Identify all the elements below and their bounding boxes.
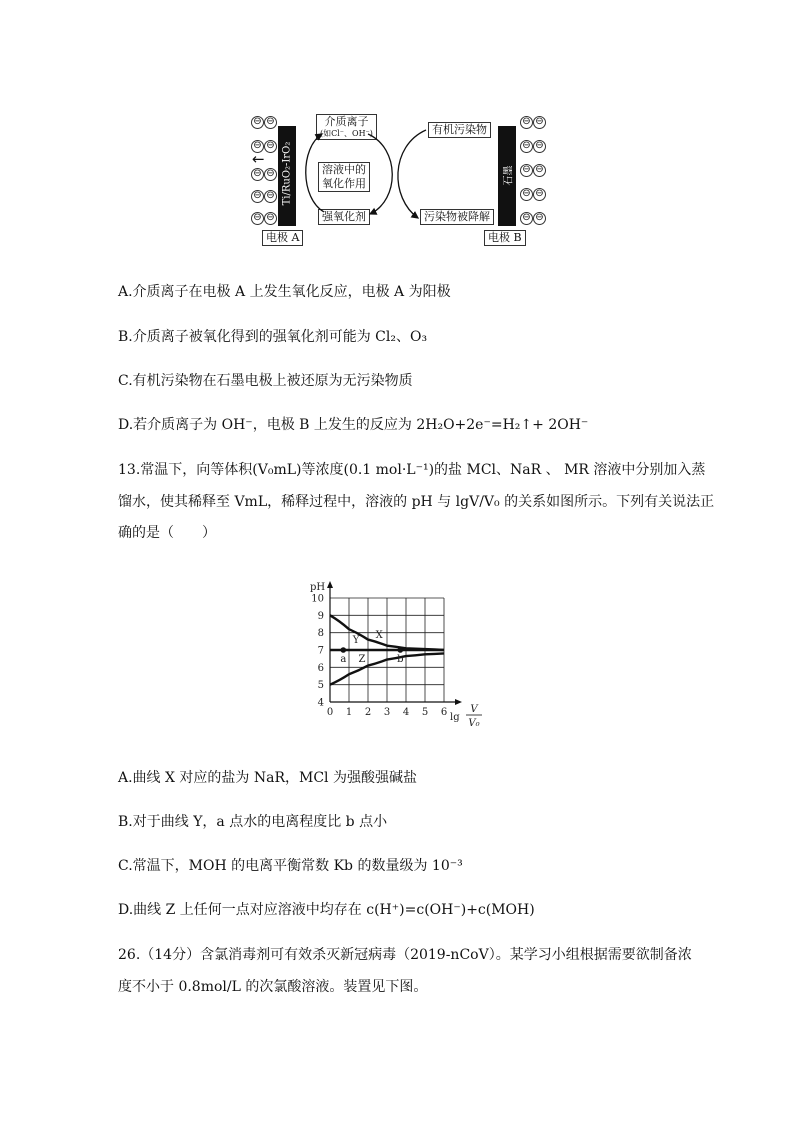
- q12-option-a: A.介质离子在电极 A 上发生氧化反应，电极 A 为阳极: [118, 284, 451, 300]
- charge-icon: ⊖: [533, 116, 546, 129]
- charge-icon: ⊖: [520, 116, 533, 129]
- x-tick-label: 1: [345, 707, 353, 718]
- strong-oxidant-box: 强氧化剂: [318, 209, 370, 225]
- q13-stem-line-1: 13.常温下，向等体积(V₀mL)等浓度(0.1 mol·L⁻¹)的盐 MCl、NaR 、 MR 溶液中分别加入蒸: [118, 462, 706, 478]
- x-tick-label: 0: [326, 707, 334, 718]
- electrode-a-material: Ti/RuO₂-IrO₂: [281, 141, 293, 206]
- charge-icon: ⊖: [251, 212, 264, 225]
- electrode-b-label: 电极 B: [484, 230, 526, 246]
- q26-line-1: 26.（14分）含氯消毒剂可有效杀灭新冠病毒（2019-nCoV）。某学习小组根据需要欲制备浓: [118, 947, 692, 963]
- charge-icon: ⊖: [264, 168, 277, 181]
- series-label-z: Z: [358, 654, 366, 666]
- charge-icon: ⊖: [533, 164, 546, 177]
- x-axis-label-numerator: V: [470, 704, 478, 715]
- charge-icon: ⊖: [520, 164, 533, 177]
- q12-option-b: B.介质离子被氧化得到的强氧化剂可能为 Cl₂、O₃: [118, 329, 428, 345]
- point-label-a: a: [340, 654, 347, 665]
- degrade-arrow: [398, 130, 426, 218]
- y-tick-label: 6: [317, 662, 324, 674]
- pollutant-degraded-box: 污染物被降解: [420, 209, 494, 225]
- series-label-y: Y: [352, 635, 360, 647]
- reduction-arrow: [306, 134, 324, 212]
- point-label-b: b: [397, 654, 404, 665]
- charge-icon: ⊖: [520, 140, 533, 153]
- y-tick-label: 4: [317, 697, 324, 709]
- electrode-a-label: 电极 A: [262, 230, 303, 246]
- point-a: [341, 647, 347, 653]
- y-axis-label: pH: [310, 582, 326, 593]
- charge-icon: ⊖: [264, 140, 277, 153]
- q13-stem-line-3: 确的是（ ）: [118, 525, 216, 541]
- y-tick-label: 8: [317, 628, 324, 640]
- charge-icon: ⊖: [533, 188, 546, 201]
- oxidation-arrow: [368, 134, 392, 214]
- q26-line-2: 度不小于 0.8mol/L 的次氯酸溶液。装置见下图。: [118, 979, 428, 995]
- series-label-x: X: [375, 629, 383, 641]
- y-tick-label: 10: [311, 593, 324, 605]
- x-tick-label: 5: [421, 707, 429, 718]
- medium-ion-example: (如Cl⁻、OH⁻): [320, 129, 373, 138]
- y-axis-arrow-icon: [327, 581, 333, 588]
- q12-option-d: D.若介质离子为 OH⁻，电极 B 上发生的反应为 2H₂O+2e⁻=H₂↑+ 2OH⁻: [118, 417, 589, 433]
- q13-option-c: C.常温下，MOH 的电离平衡常数 Kb 的数量级为 10⁻³: [118, 858, 463, 874]
- medium-ion-label: 介质离子: [324, 115, 369, 128]
- ph-dilution-chart: [300, 570, 500, 736]
- charge-icon: ⊖: [520, 188, 533, 201]
- q13-option-d: D.曲线 Z 上任何一点对应溶液中均存在 c(H⁺)=c(OH⁻)+c(MOH): [118, 902, 535, 918]
- point-b: [398, 647, 404, 653]
- charge-icon: ⊖: [264, 116, 277, 129]
- y-tick-label: 5: [317, 680, 324, 692]
- charge-icon: ⊖: [251, 190, 264, 203]
- charge-icon: ⊖: [520, 212, 533, 225]
- y-tick-label: 9: [317, 610, 324, 622]
- oxidation-line-2: 氧化作用: [322, 177, 366, 190]
- oxidation-line-1: 溶液中的: [322, 163, 366, 176]
- x-axis-label-denominator: V₀: [468, 718, 480, 729]
- charge-icon: ⊖: [251, 140, 264, 153]
- charge-icon: ⊖: [251, 168, 264, 181]
- q13-option-b: B.对于曲线 Y，a 点水的电离程度比 b 点小: [118, 814, 388, 830]
- charge-icon: ⊖: [264, 212, 277, 225]
- q12-option-c: C.有机污染物在石墨电极上被还原为无污染物质: [118, 373, 413, 389]
- electrolysis-diagram: [250, 108, 546, 248]
- x-axis-label-lg: lg: [450, 712, 460, 723]
- charge-icon: ⊖: [533, 140, 546, 153]
- x-tick-label: 3: [383, 707, 391, 718]
- q13-stem-line-2: 馏水，使其稀释至 VmL，稀释过程中，溶液的 pH 与 lgV/V₀ 的关系如图所示。下列有关说法正: [118, 494, 715, 510]
- x-tick-label: 4: [402, 707, 410, 718]
- charge-icon: ⊖: [533, 212, 546, 225]
- q13-option-a: A.曲线 X 对应的盐为 NaR，MCl 为强酸强碱盐: [118, 770, 417, 786]
- charge-icon: ⊖: [264, 190, 277, 203]
- x-tick-label: 6: [440, 707, 448, 718]
- organic-pollutant-box: 有机污染物: [428, 122, 491, 138]
- electrode-b-bar: [498, 126, 516, 226]
- x-tick-label: 2: [364, 707, 372, 718]
- y-tick-label: 7: [317, 645, 324, 657]
- charge-icon: ⊖: [251, 116, 264, 129]
- electrode-b-material: 石墨: [503, 165, 515, 186]
- x-axis-arrow-icon: [455, 699, 462, 705]
- electron-flow-arrow-icon: ←: [252, 150, 265, 168]
